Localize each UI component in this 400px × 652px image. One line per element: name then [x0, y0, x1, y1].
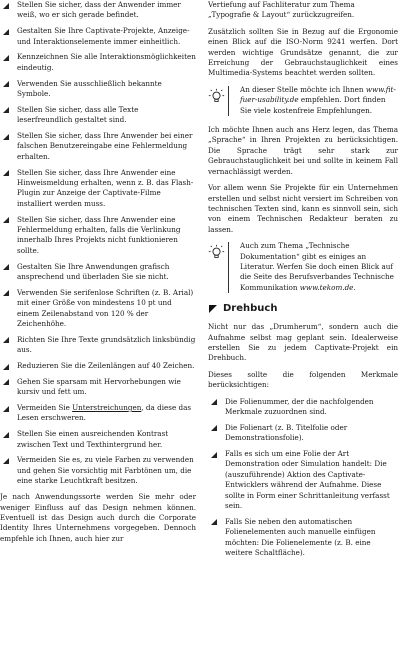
bullet-triangle-icon — [3, 217, 9, 223]
lightbulb-icon — [208, 244, 225, 261]
list-item: Reduzieren Sie die Zeilenlängen auf 40 Zeichen. — [0, 361, 196, 371]
heading-marker-icon — [209, 305, 217, 313]
tip-note: An dieser Stelle möchte ich Ihnen www.fit-fuer-usability.de empfehlen. Dort finden Sie viele kostenfreie Empfehlungen. — [208, 85, 398, 116]
list-item: Stellen Sie sicher, dass alle Texte leserfreundlich gestaltet sind. — [0, 105, 196, 126]
body-paragraph: Zusätzlich sollten Sie in Bezug auf die Ergonomie einen Blick auf die ISO-Norm 9241 werfen. Dort werden wichtige Grundsätze genannt, die zur Erreichung der Gebrauchstauglichkeit eines Multimedia-Systems beachtet werden sollten. — [208, 26, 398, 78]
list-item: Verwenden Sie ausschließlich bekannte Symbole. — [0, 79, 196, 100]
list-item: Vermeiden Sie es, zu viele Farben zu verwenden und gehen Sie vorsichtig mit Farbtönen um, die eine starke Leuchtkraft besitzen. — [0, 455, 196, 486]
list-item: Stellen Sie sicher, dass Ihre Anwender eine Fehlermeldung erhalten, falls die Verlinkung innerhalb Ihres Projekts nicht funktionieren sollte. — [0, 215, 196, 257]
body-paragraph: Ich möchte Ihnen auch ans Herz legen, das Thema „Sprache“ in Ihren Projekten zu berücksichtigen. Die Sprache trägt sehr stark zur Gebrauchstauglichkeit bei und sollte in keinem Fall vernachlässigt werden. — [208, 125, 398, 176]
list-item: Falls es sich um eine Folie der Art Demonstration oder Simulation handelt: Die (auszuführende) Aktion des Captivate-Entwicklers während der Aufnahme. Diese sollte in Form einer Schrittanleitung verfasst sein. — [208, 449, 398, 511]
list-item: Kennzeichnen Sie alle Interaktionsmöglichkeiten eindeutig. — [0, 52, 196, 73]
bullet-triangle-icon — [211, 425, 217, 431]
bullet-triangle-icon — [3, 290, 9, 296]
list-item: Gestalten Sie Ihre Captivate-Projekte, Anzeige- und Interaktionselemente immer einheitlich. — [0, 26, 196, 47]
list-item: Falls Sie neben den automatischen Folienelementen auch manuelle einfügen möchten: Die Folienelemente (z. B. eine weitere Schaltfläche). — [208, 517, 398, 559]
note-divider — [228, 86, 229, 116]
bullet-triangle-icon — [3, 379, 9, 385]
list-item: Stellen Sie sicher, dass Ihre Anwender bei einer falschen Benutzereingabe eine Fehlermeldung erhalten. — [0, 131, 196, 162]
list-item: Gestalten Sie Ihre Anwendungen grafisch ansprechend und überladen Sie sie nicht. — [0, 262, 196, 283]
body-paragraph: Nicht nur das „Drumherum“, sondern auch die Aufnahme selbst mag geplant sein. Idealerweise erstellen Sie zu jedem Captivate-Projekt ein Drehbuch. — [208, 322, 398, 363]
list-item: Stellen Sie sicher, dass der Anwender immer weiß, wo er sich gerade befindet. — [0, 0, 196, 21]
body-paragraph: Vertiefung auf Fachliteratur zum Thema „Typografie & Layout“ zurückzugreifen. — [208, 0, 355, 20]
bullet-triangle-icon — [211, 399, 217, 405]
bullet-triangle-icon — [3, 364, 9, 370]
lightbulb-icon — [208, 88, 225, 105]
list-item: Vermeiden Sie Unterstreichungen, da diese das Lesen erschweren. — [0, 403, 196, 424]
bullet-triangle-icon — [3, 432, 9, 438]
bullet-triangle-icon — [3, 134, 9, 140]
list-item: Stellen Sie einen ausreichenden Kontrast zwischen Text und Texthintergrund her. — [0, 429, 196, 450]
body-paragraph: Dieses sollte die folgenden Merkmale berücksichtigen: — [208, 369, 398, 390]
list-item: Die Folienummer, der die nachfolgenden Merkmale zuzuordnen sind. — [208, 397, 398, 418]
link-text[interactable]: www.fit-fuer-usability.de — [240, 84, 396, 105]
list-item: Richten Sie Ihre Texte grundsätzlich linksbündig aus. — [0, 335, 196, 356]
bullet-triangle-icon — [3, 107, 9, 113]
bullet-triangle-icon — [3, 29, 9, 35]
bullet-triangle-icon — [3, 458, 9, 464]
note-divider — [228, 242, 229, 293]
bullet-triangle-icon — [3, 406, 9, 412]
body-paragraph: Vor allem wenn Sie Projekte für ein Unternehmen erstellen und selbst nicht versiert im Schreiben von technischen Texten sind, kann es sinnvoll sein, sich von einem Technischen Redakteur beraten zu lassen. — [208, 183, 398, 234]
bullet-triangle-icon — [3, 337, 9, 343]
bullet-triangle-icon — [211, 452, 217, 458]
bullet-triangle-icon — [3, 264, 9, 270]
tip-note: Auch zum Thema „Technische Dokumentation“ gibt es einiges an Literatur. Werfen Sie doch einen Blick auf die Seite des Berufsverbandes Technische Kommunikation www.tekom.de. — [208, 241, 398, 293]
right-column — [208, 0, 398, 564]
list-item: Stellen Sie sicher, dass Ihre Anwender eine Hinweismeldung erhalten, wenn z. B. das Flash-Plugin zur Anzeige der Captivate-Filme installiert werden muss. — [0, 168, 196, 210]
bullet-triangle-icon — [211, 519, 217, 525]
bullet-triangle-icon — [3, 81, 9, 87]
bullet-triangle-icon — [3, 55, 9, 61]
left-column — [0, 0, 196, 550]
list-item: Gehen Sie sparsam mit Hervorhebungen wie kursiv und fett um. — [0, 377, 196, 398]
bullet-triangle-icon — [3, 3, 9, 9]
underlined-word: Unterstreichungen — [72, 403, 142, 413]
bullet-triangle-icon — [3, 170, 9, 176]
list-item: Verwenden Sie serifenlose Schriften (z. B. Arial) mit einer Größe von mindestens 10 pt und einem Zeilenabstand von 120 % der Zeichenhöhe. — [0, 288, 196, 330]
body-paragraph: Je nach Anwendungssorte werden Sie mehr oder weniger Einfluss auf das Design nehmen können. Eventuell ist das Design auch durch die Corporate Identity Ihres Unternehmens vorgegeben. Dennoch empfehle ich Ihnen, auch hier zur — [0, 492, 196, 543]
link-text[interactable]: www.tekom.de — [299, 282, 354, 292]
list-item: Die Folienart (z. B. Titelfolie oder Demonstrationsfolie). — [208, 423, 398, 444]
section-heading: Drehbuch — [208, 302, 398, 315]
